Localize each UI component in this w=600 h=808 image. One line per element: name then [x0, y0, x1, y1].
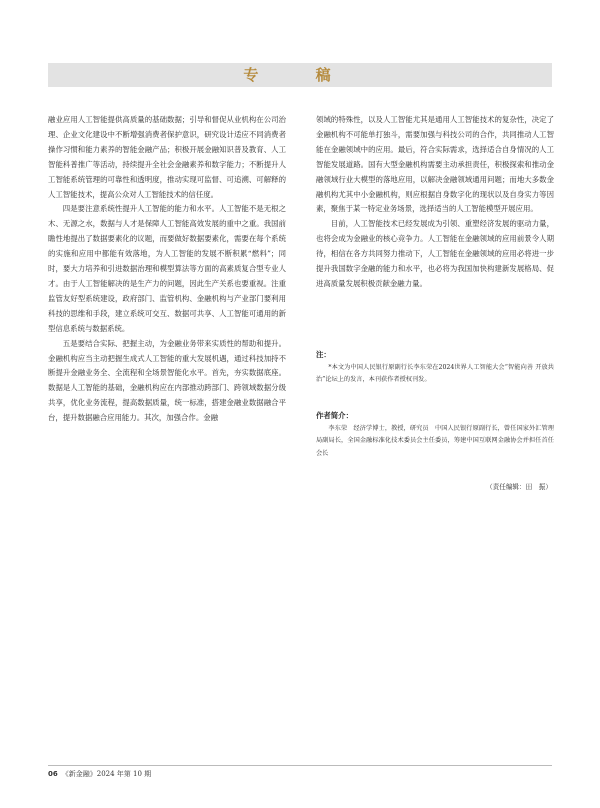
right-column: [316, 113, 554, 292]
note-text: *本文为中国人民银行原副行长李东荣在2024世界人工智能大会“智能向善 开放共治”论坛上的发言，本刊获作者授权刊发。: [316, 364, 554, 383]
journal-issue: 《新金融》2024 年第 10 期: [61, 770, 152, 778]
paragraph: 目前，人工智能技术已经发展成为引领、重塑经济发展的驱动力量，也将会成为金融业的核心竞争力。人工智能在金融领域的应用前景令人期待，相信在各方共同努力推动下，人工智能在金融领域的应用必将进一步提升我国数字金融的能力和水平，也必将为我国加快构建新发展格局、促进高质量发展积极贡献金融力量。: [316, 219, 554, 288]
paragraph: 领域的特殊性，以及人工智能尤其是通用人工智能技术的复杂性，决定了金融机构不可能单打独斗，需要加强与科技公司的合作，共同推动人工智能在金融领域中的应用。最后，符合实际需求，选择适合自身情况的人工智能发展道路。国有大型金融机构需要主动承担责任，积极探索和推动金融领域行业大模型的落地应用，以解决金融领域通用问题；而地大多数金融机构尤其中小金融机构，则应根据自身数字化的现状以及自身实力等因素，聚焦于某一特定业务场景，选择适当的人工智能模型开展应用。: [316, 115, 554, 214]
note-block: [316, 348, 554, 385]
page-number: 06: [48, 770, 58, 778]
author-intro-text: 李东荣 经济学博士，教授，研究员 中国人民银行原副行长，曾任国家外汇管理局副局长，全国金融标准化技术委员会主任委员，筹建中国互联网金融协会并担任首任会长: [316, 425, 554, 457]
note-label: 注：: [316, 350, 331, 359]
section-header-band: [48, 63, 552, 87]
left-column: [48, 113, 286, 426]
section-title: 专 稿: [243, 66, 357, 84]
paragraph: 四是要注意系统性提升人工智能的能力和水平。人工智能不是无根之木、无源之水，数据与人才是保障人工智能高效发展的重中之重。我国前瞻性地提出了数据要素化的议题，而要做好数据要素化，需要在每个系统的实施和应用中都能有效落地，为人工智能的发展不断积累“燃料”；同时，要大力培养和引进数据治理和模型算法等方面的高素质复合型专业人才。由于人工智能解决的是生产力的问题，因此生产关系也要重视。注重监管友好型系统建设，政府部门、监管机构、金融机构与产业部门要利用科技的思维和手段，建立系统可交互、数据可共享、人工智能可通用的新型信息系统与数据系统。: [48, 204, 286, 333]
editor-credit: （责任编辑：田 振）: [486, 483, 552, 491]
footer-divider: [48, 765, 552, 766]
page-footer: [48, 768, 151, 780]
author-intro-block: [316, 409, 554, 460]
author-intro-label: 作者简介：: [316, 411, 353, 420]
paragraph: 五是要结合实际、把握主动，为金融业务带来实质性的帮助和提升。金融机构应当主动把握生成式人工智能的重大发展机遇，通过科技加持不断提升金融业务全、全流程和全场景智能化水平。首先，夯实数据底座。数据是人工智能的基础，金融机构应在内部推动跨部门、跨领域数据分级共享，优化业务流程，提高数据质量，统一标准，搭建金融业数据融合平台，提升数据融合应用能力。其次，加强合作。金融: [48, 338, 286, 423]
paragraph: 融业应用人工智能提供高质量的基础数据；引导和督促从业机构在公司治理、企业文化建设中不断增强消费者保护意识，研究设计适应不同消费者操作习惯和能力素养的智能金融产品；积极开展金融知识普及教育、人工智能科普推广等活动，持续提升全社会金融素养和数字能力；不断提升人工智能系统管理的可靠性和透明度，推动实现可监督、可追溯、可解释的人工智能技术，提高公众对人工智能技术的信任度。: [48, 115, 286, 199]
